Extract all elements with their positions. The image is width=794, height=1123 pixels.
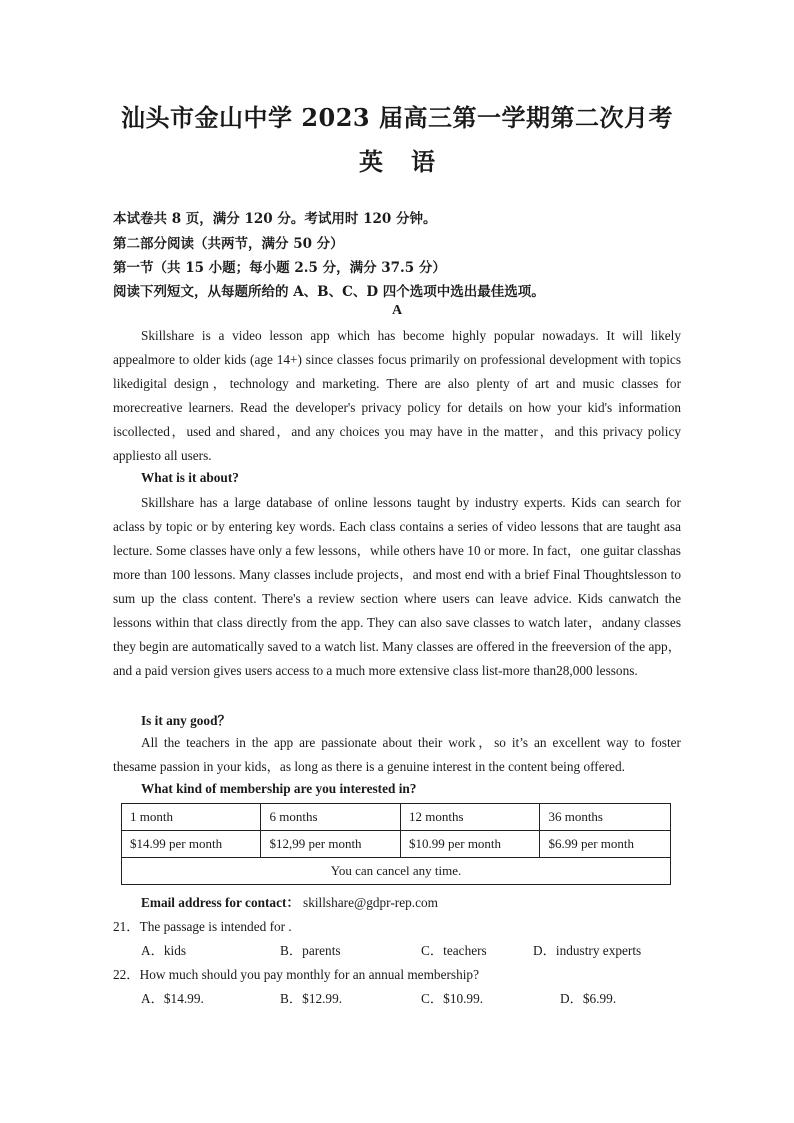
subject-title: 英语: [359, 147, 463, 176]
period-cell: 1 month: [122, 804, 261, 831]
option-b: B．parents: [280, 943, 341, 958]
cancel-note: You can cancel any time.: [122, 858, 671, 885]
question-22-stem: 22．How much should you pay monthly for an annual membership?: [113, 967, 479, 982]
membership-table: [121, 803, 671, 885]
period-cell: 36 months: [540, 804, 671, 831]
option-d: D．industry experts: [533, 943, 642, 958]
table-row-prices: [122, 831, 671, 858]
instruction-line-1: 本试卷共 8 页，满分 120 分。考试用时 120 分钟。: [113, 211, 437, 227]
contact-line: [141, 892, 438, 911]
price-cell: $6.99 per month: [540, 831, 671, 858]
contact-label: Email address for contact：: [141, 895, 300, 910]
instruction-line-2: 第二部分阅读（共两节，满分 50 分）: [113, 236, 344, 252]
option-a: A．$14.99.: [141, 991, 204, 1006]
price-cell: $14.99 per month: [122, 831, 261, 858]
passage-about: Skillshare has a large database of online lessons taught by industry experts. Kids can search for aclass by topic or by entering key words. Each class contains a series of video lessons that are taught asa lecture. Some classes have only a few lessons，while others have 10 or more. In fact，one guitar classhas more than 100 lessons. Many classes include projects，and most end with a brief Final Thoughtslesson to sum up the class content. There's a review section where users can leave advice. Kids canwatch the lessons within that class directly from the app. They can also save classes to watch later，andany classes they begin are automatically saved to a watch list. Many classes are offered in the freeversion of the app，and a paid version gives users access to a much more extensive class list-more than28,000 lessons.: [113, 495, 681, 678]
option-d: D．$6.99.: [560, 991, 617, 1006]
option-c: C．$10.99.: [421, 991, 484, 1006]
section-label: A: [391, 303, 403, 318]
table-row-note: [122, 858, 671, 885]
heading-what-about: What is it about?: [141, 470, 239, 485]
price-cell: $10.99 per month: [400, 831, 539, 858]
instruction-line-3: 第一节（共 15 小题；每小题 2.5 分，满分 37.5 分）: [113, 260, 446, 276]
option-b: B．$12.99.: [280, 991, 343, 1006]
table-row-periods: [122, 804, 671, 831]
exam-title: 汕头市金山中学 2023 届高三第一学期第二次月考: [120, 103, 673, 132]
heading-is-good: Is it any good？: [141, 713, 231, 728]
instruction-line-4: 阅读下列短文，从每题所给的 A、B、C、D 四个选项中选出最佳选项。: [113, 284, 545, 300]
period-cell: 6 months: [261, 804, 400, 831]
heading-membership: What kind of membership are you interested in?: [141, 781, 417, 796]
passage-good: All the teachers in the app are passionate about their work，so it’s an excellent way to foster thesame passion in your kids，as long as there is a genuine interest in the content being offered.: [113, 735, 681, 774]
period-cell: 12 months: [400, 804, 539, 831]
passage-intro: Skillshare is a video lesson app which has become highly popular nowadays. It will likely appealmore to older kids (age 14+) since classes focus primarily on professional development with topics likedigital design，technology and marketing. There are also plenty of art and music classes for morecreative learners. Read the developer's privacy policy for details on how your kid's information iscollected，used and shared，and any choices you may have in the matter，and this privacy policy appliesto all users.: [113, 328, 681, 463]
option-c: C．teachers: [421, 943, 487, 958]
contact-email: skillshare@gdpr-rep.com: [303, 895, 438, 910]
option-a: A．kids: [141, 943, 187, 958]
price-cell: $12,99 per month: [261, 831, 400, 858]
question-21-stem: 21．The passage is intended for .: [113, 919, 292, 934]
